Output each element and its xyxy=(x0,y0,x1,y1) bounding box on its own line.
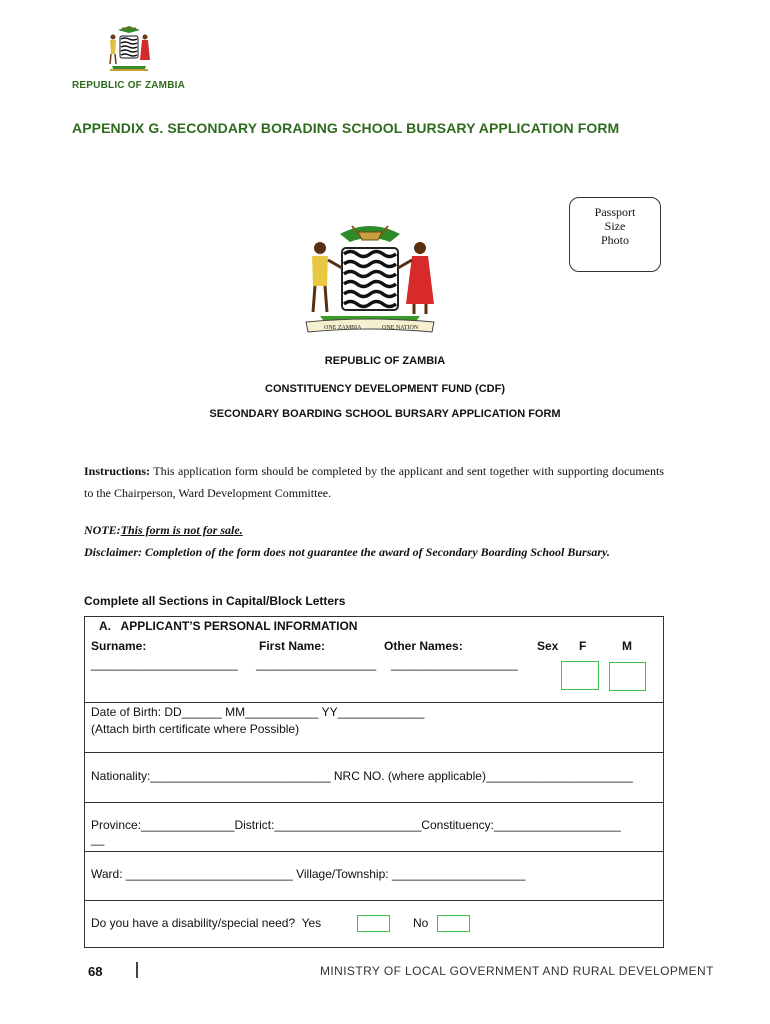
sex-m-checkbox[interactable] xyxy=(609,662,646,691)
first-name-label: First Name: xyxy=(259,639,326,653)
appendix-title: APPENDIX G. SECONDARY BORADING SCHOOL BURSARY APPLICATION FORM xyxy=(72,120,620,136)
sex-f-label: F xyxy=(579,639,587,653)
title-fund: CONSTITUENCY DEVELOPMENT FUND (CDF) xyxy=(265,383,505,395)
crest-motto-right: ONE NATION xyxy=(382,325,419,331)
nationality-input[interactable]: Nationality:___________________________ NRC NO. (where applicable)______________________ xyxy=(91,769,633,783)
note-prefix: NOTE: xyxy=(84,523,121,537)
province-row xyxy=(85,802,663,852)
province-input[interactable]: Province:______________District:______________________Constituency:___________________ xyxy=(91,818,621,832)
disability-no-checkbox[interactable] xyxy=(437,915,470,932)
sex-m-label: M xyxy=(622,639,632,653)
surname-input[interactable]: ______________________ xyxy=(91,657,238,671)
disability-question: Do you have a disability/special need? Yes xyxy=(91,916,322,930)
province-continuation: __ xyxy=(91,832,105,846)
instructions-label: Instructions: xyxy=(84,464,151,478)
sex-label: Sex xyxy=(537,639,559,653)
dob-row xyxy=(85,702,663,753)
photo-box-line-1: Passport xyxy=(594,205,636,219)
ward-row xyxy=(85,851,663,901)
complete-instruction: Complete all Sections in Capital/Block Letters xyxy=(84,594,346,608)
disclaimer: Disclaimer: Completion of the form does not guarantee the award of Secondary Boarding School Bursary. xyxy=(84,545,610,559)
note xyxy=(84,523,243,538)
header-country: REPUBLIC OF ZAMBIA xyxy=(72,80,186,91)
passport-photo-box xyxy=(569,197,661,272)
zambia-coat-of-arms-small xyxy=(104,24,154,76)
nationality-row xyxy=(85,752,663,803)
note-text: This form is not for sale. xyxy=(120,523,243,537)
crest-motto-left: ONE ZAMBIA xyxy=(324,325,362,331)
sex-f-checkbox[interactable] xyxy=(561,661,599,690)
instructions-text: This application form should be completed by the applicant and sent together with supporting documents to the Chairperson, Ward Development Committee. xyxy=(84,464,664,500)
title-republic: REPUBLIC OF ZAMBIA xyxy=(324,355,446,367)
surname-label: Surname: xyxy=(91,639,147,653)
instructions xyxy=(84,460,664,504)
dob-input[interactable]: Date of Birth: DD______ MM___________ YY_____________ xyxy=(91,705,425,719)
ward-input[interactable]: Ward: _________________________ Village/Township: ____________________ xyxy=(91,867,526,881)
names-row xyxy=(85,617,663,703)
footer-ministry: MINISTRY OF LOCAL GOVERNMENT AND RURAL DEVELOPMENT xyxy=(320,964,714,978)
zambia-coat-of-arms xyxy=(300,220,440,336)
other-names-label: Other Names: xyxy=(384,639,463,653)
footer-divider xyxy=(136,962,138,978)
first-name-input[interactable]: __________________ xyxy=(256,657,377,671)
title-form-name: SECONDARY BOARDING SCHOOL BURSARY APPLICATION FORM xyxy=(209,408,561,420)
disability-no-label: No xyxy=(413,916,429,930)
disability-yes-checkbox[interactable] xyxy=(357,915,390,932)
section-a-heading: A. APPLICANT’S PERSONAL INFORMATION xyxy=(99,619,358,633)
photo-box-line-3: Photo xyxy=(600,233,629,247)
dob-note: (Attach birth certificate where Possible) xyxy=(91,722,300,736)
other-names-input[interactable]: ___________________ xyxy=(391,657,518,671)
page-number: 68 xyxy=(88,964,103,979)
photo-box-line-2: Size xyxy=(604,219,626,233)
disability-row xyxy=(85,900,663,947)
applicant-info-table xyxy=(84,616,664,948)
